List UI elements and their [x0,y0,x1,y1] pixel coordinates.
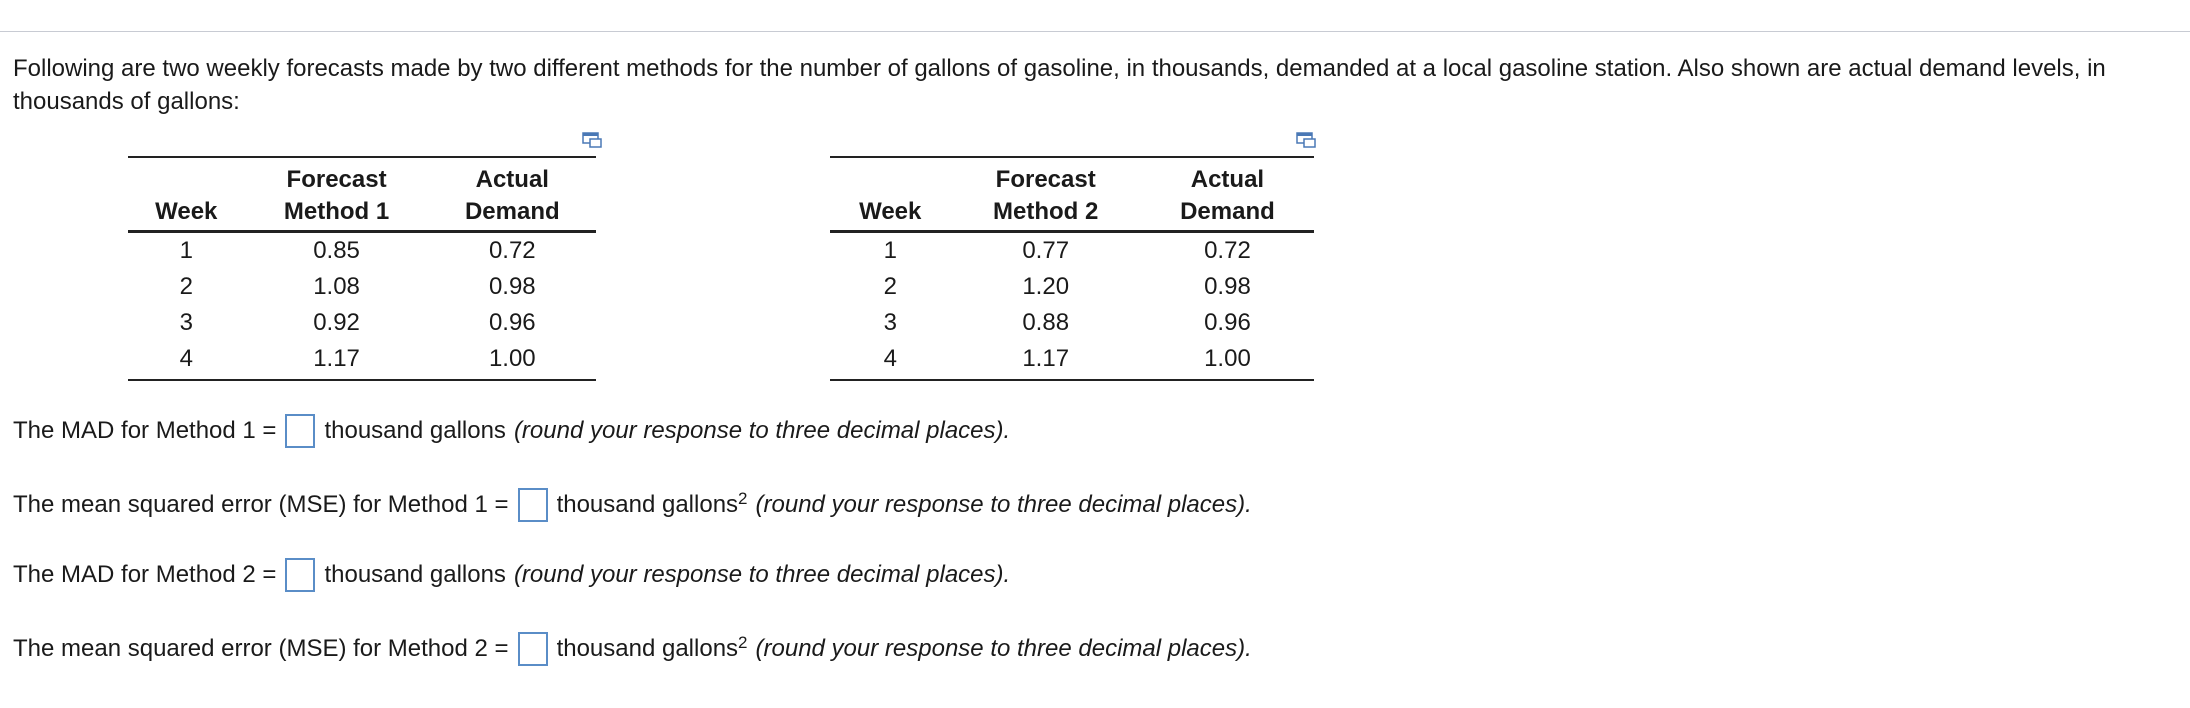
table-cell: 0.96 [488,309,536,336]
table-header: Actual [429,157,596,196]
table-cell: 2 [179,273,193,300]
table-cell: 1.17 [951,341,1141,380]
table-header: Week [830,196,951,232]
table-header: Demand [429,196,596,232]
table-header: Forecast [245,157,429,196]
table-row [830,232,1314,270]
popout-window-icon[interactable] [582,132,602,148]
table-cell: 4 [830,341,951,380]
table-cell: 0.77 [1022,237,1070,264]
question-prompt: The MAD for Method 2 = [13,561,277,588]
table-header: Method 2 [951,196,1141,232]
table-header: Forecast [951,157,1141,196]
table-cell: 0.98 [1204,273,1251,300]
mse-method-1-answer-input[interactable] [518,488,548,522]
forecast-table-method-1 [128,156,596,381]
table-row [128,341,596,380]
table-cell: 4 [128,341,245,380]
question-prompt: The MAD for Method 1 = [13,417,277,444]
question-hint: (round your response to three decimal places). [513,561,1011,588]
table-cell: 0.85 [313,237,360,264]
question-unit: thousand gallons [556,491,739,518]
question-prompt: The mean squared error (MSE) for Method 2 = [13,635,509,662]
table-cell: 0.88 [1022,309,1070,336]
mse-method-2-answer-input[interactable] [518,632,548,666]
mad-method-2-answer-input[interactable] [285,558,315,592]
question-hint: (round your response to three decimal places). [755,491,1252,518]
question-unit: thousand gallons [556,635,739,662]
table-cell: 1.00 [429,341,596,380]
table-row [830,341,1314,380]
table-header: Method 1 [245,196,429,232]
question-prompt: The mean squared error (MSE) for Method 1 = [13,491,509,518]
forecast-table-method-2 [830,156,1314,381]
table-row [830,269,1314,305]
question-hint: (round your response to three decimal places). [755,635,1252,662]
table-cell: 1 [883,237,897,264]
table-row [128,305,596,341]
top-divider [0,31,2190,32]
table-cell: 0.96 [1204,309,1251,336]
table-cell: 0.92 [313,309,360,336]
question-mad-method-1 [13,414,1010,448]
table-cell: 0.98 [488,273,536,300]
question-mse-method-1: The mean squared error (MSE) for Method 1 = thousand gallons $^2$ (round your response to three decimal places). [13,488,1252,522]
question-mad-method-2 [13,558,1010,592]
question-unit: thousand gallons [324,561,506,588]
table-header: Demand [1141,196,1314,232]
table-cell: 1.00 [1141,341,1314,380]
table-cell: 1.08 [313,273,360,300]
table-row [830,305,1314,341]
table-cell: 2 [883,273,897,300]
table-header: Actual [1141,157,1314,196]
table-cell: 3 [179,309,193,336]
table-cell: 0.72 [488,237,536,264]
table-cell: 3 [883,309,897,336]
table-cell: 1.20 [1022,273,1070,300]
table-header [830,157,951,196]
question-mse-method-2: The mean squared error (MSE) for Method 2 = thousand gallons $^2$ (round your response to three decimal places). [13,632,1252,666]
table-header [128,157,245,196]
table-cell: 1 [179,237,193,264]
mad-method-1-answer-input[interactable] [285,414,315,448]
table-row [128,232,596,270]
question-unit: thousand gallons [324,417,506,444]
popout-window-icon[interactable] [1296,132,1316,148]
problem-statement: Following are two weekly forecasts made by two different methods for the number of gallons of gasoline, in thousands, demanded at a local gasoline station. Also shown are actual demand levels, in thousands of gallons: [13,55,2106,115]
table-row [128,269,596,305]
table-cell: 0.72 [1204,237,1251,264]
question-hint: (round your response to three decimal places). [513,417,1011,444]
table-cell: 1.17 [245,341,429,380]
table-header: Week [128,196,245,232]
